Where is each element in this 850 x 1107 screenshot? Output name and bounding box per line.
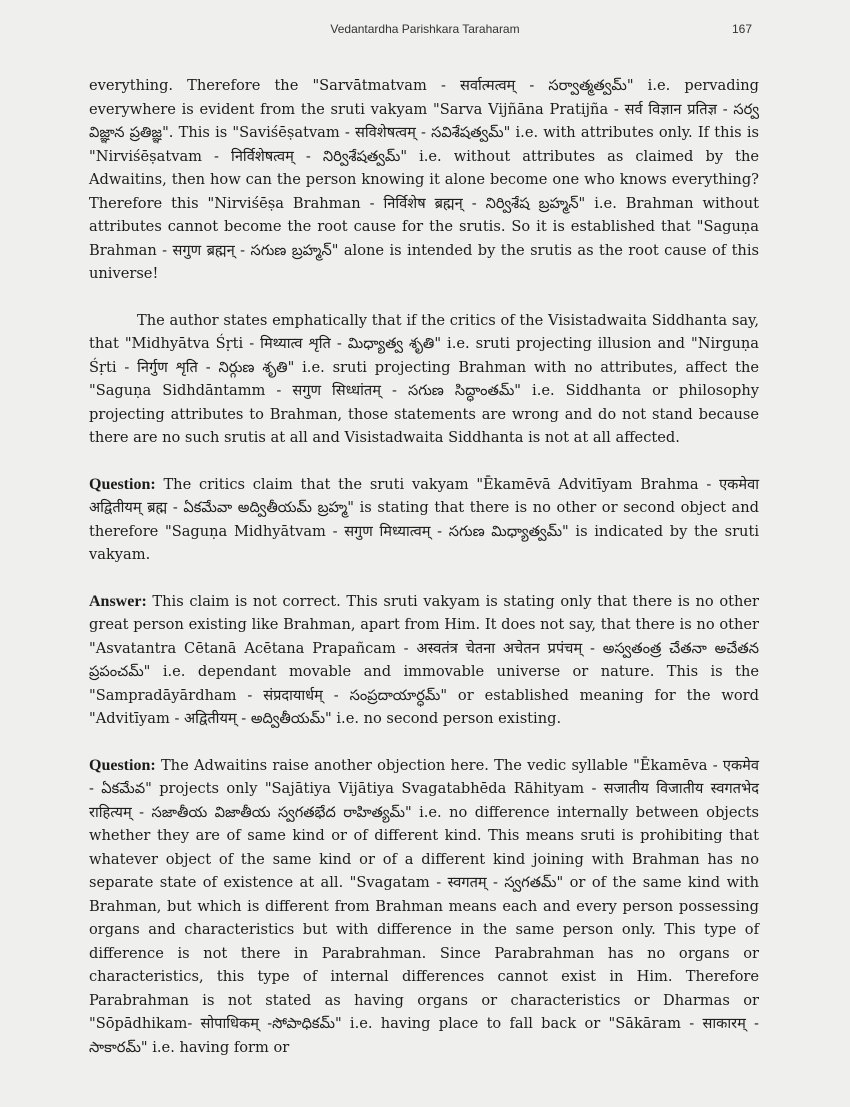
answer-label: Answer:: [89, 592, 147, 610]
paragraph-answer-1: [89, 590, 759, 731]
paragraph-text: This claim is not correct. This sruti vakyam is stating only that there is no other great person existing like Brahman, apart from Him. It does not say, that there is no other "Asvatantra Cētanā Acētana Prapañcam - अस्वतंत्र चेतना अचेतन प्रपंचम् - అస్వతంత్ర చేతనా అచేతన ప్రపంచమ్" i.e. dependant movable and immovable universe or nature. This is the "Sampradāyārdham - संप्रदायार्धम् - సంప్రదాయార్ధమ్" or established meaning for the word "Advitīyam - अद्वितीयम् - అద్వితీయమ్" i.e. no second person existing.: [89, 592, 760, 727]
paragraph-question-2: [89, 754, 759, 1060]
question-label: Question:: [89, 756, 156, 774]
page-number: 167: [731, 22, 752, 36]
book-title: Vedantardha Parishkara Taraharam: [330, 22, 520, 36]
paragraph-text: everything. Therefore the "Sarvātmatvam - सर्वात्मत्वम् - సర్వాత్మత్వమ్" i.e. pervading everywhere is evident from the sruti vakyam "Sarva Vijñāna Pratijña - सर्व विज्ञान प्रतिज्ञ - సర్వ విజ్ఞాన ప్రతిజ్ఞ". This is "Saviśēṣatvam - सविशेषत्वम् - సవిశేషత్వమ్" i.e. with attributes only. If this is "Nirviśēṣatvam - निर्विशेषत्वम् - నిర్విశేషత్వమ్" i.e. without attributes as claimed by the Adwaitins, then how can the person knowing it alone become one who knows everything? Therefore this "Nirviśēṣa Brahman - निर्विशेष ब्रह्मन् - నిర్విశేష బ్రహ్మన్" i.e. Brahman without attributes cannot become the root cause for the srutis. So it is established that "Saguṇa Brahman - सगुण ब्रह्मन् - సగుణ బ్రహ్మన్" alone is intended by the srutis as the root cause of this universe!: [89, 77, 759, 282]
paragraph-text: The author states emphatically that if the critics of the Visistadwaita Siddhanta say, that "Midhyātva Śṛti - मिथ्यात्व शृति - మిధ్యాత్వ శృతి" i.e. sruti projecting illusion and "Nirguṇa Śṛti - निर्गुण शृति - నిర్గుణ శృతి" i.e. sruti projecting Brahman with no attributes, affect the "Saguṇa Sidhdāntamm - सगुण सिध्धांतम् - సగుణ సిద్ధాంతమ్" i.e. Siddhanta or philosophy projecting attributes to Brahman, those statements are wrong and do not stand because there are no such srutis at all and Visistadwaita Siddhanta is not at all affected.: [89, 311, 759, 446]
paragraph-intro: [89, 74, 759, 286]
paragraph-text: The Adwaitins raise another objection here. The vedic syllable "Ēkamēva - एकमेव - ఏకమేవ" projects only "Sajātiya Vijātiya Svagatabhēda Rāhityam - सजातीय विजातीय स्वगतभेद राहित्यम् - సజాతీయ విజాతీయ స్వగతభేద రాహిత్యమ్" i.e. no difference internally between objects whether they are of same kind or of different kind. This means sruti is prohibiting that whatever object of the same kind or of a different kind joining with Brahman has no separate state of existence at all. "Svagatam - स्वगतम् - స్వగతమ్" or of the same kind with Brahman, but which is different from Brahman means each and every person possessing organs and characteristics but with difference in the same person only. This type of difference is not there in Parabrahman. Since Parabrahman has no organs or characteristics, this type of internal differences cannot exist in Him. Therefore Parabrahman is not stated as having organs or characteristics or Dharmas or "Sōpādhikam- सोपाधिकम् -సోపాధికమ్" i.e. having place to fall back or "Sākāram - साकारम् - సాకారమ్" i.e. having form or: [89, 756, 760, 1056]
paragraph-author-statement: [89, 309, 759, 450]
body-text: [89, 74, 759, 1082]
question-label: Question:: [89, 475, 156, 493]
paragraph-text: The critics claim that the sruti vakyam "Ēkamēvā Advitīyam Brahma - एकमेवा अद्वितीयम् ब्रह्म - ఏకమేవా అద్వితీయమ్ బ్రహ్మ" is stating that there is no other or second object and therefore "Saguṇa Midhyātvam - सगुण मिध्यात्वम् - సగుణ మిధ్యాత్వమ్" is indicated by the sruti vakyam.: [89, 475, 759, 563]
paragraph-question-1: [89, 473, 759, 567]
